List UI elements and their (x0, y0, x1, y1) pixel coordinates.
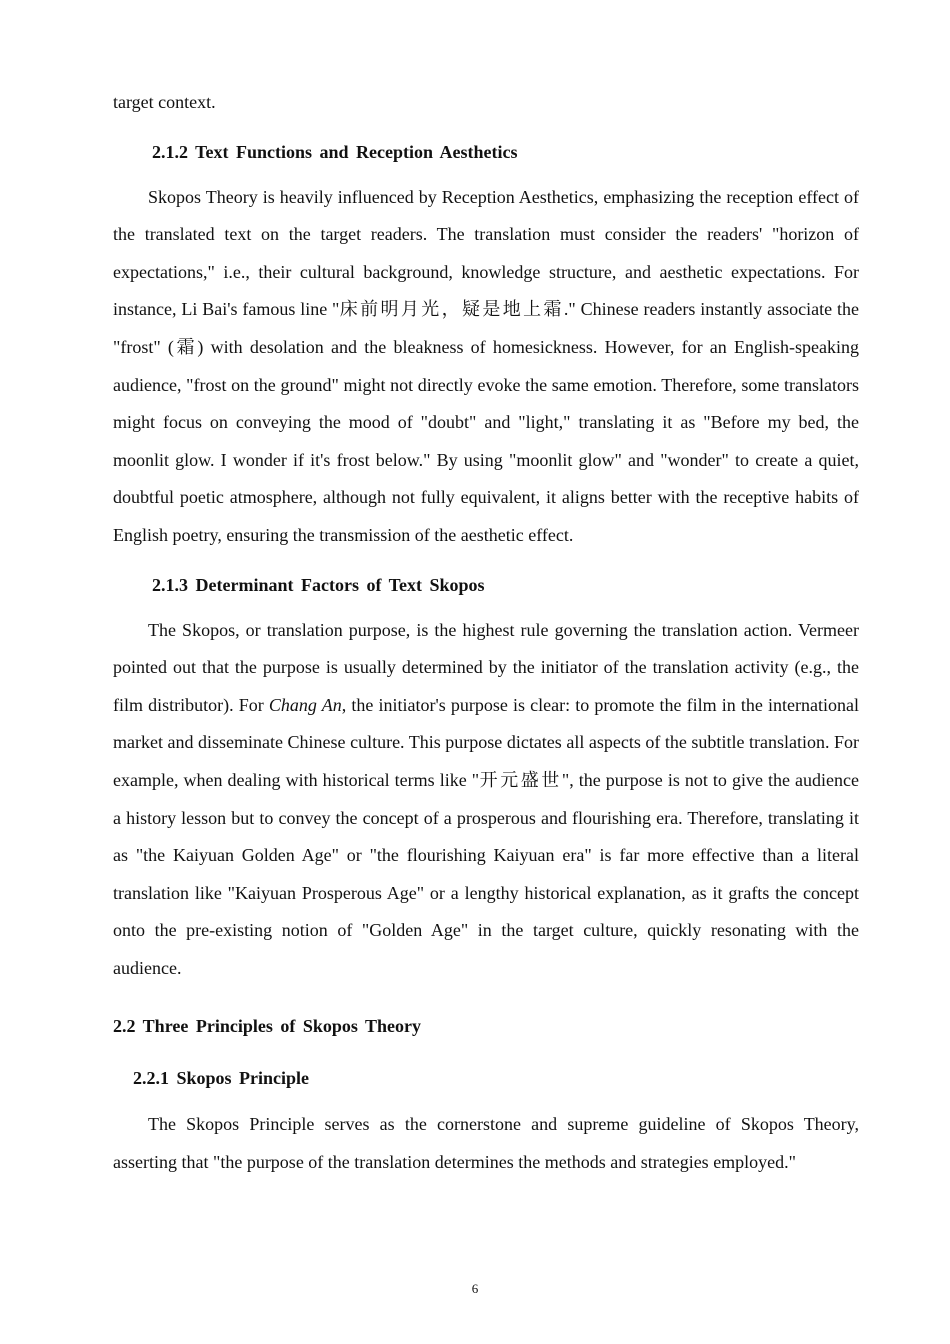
paragraph-text: Skopos Theory is heavily influenced by Reception Aesthetics, emphasizing the reception effect of the translated text on the target readers. The translation must consider the readers' "horizon of expectations," i.e., their cultural background, knowledge structure, and aesthetic expectations. For instance, Li Bai's famous line " (113, 186, 859, 320)
paragraph-2-2-1: The Skopos Principle serves as the cornerstone and supreme guideline of Skopos Theory, asserting that "the purpose of the translation determines the methods and strategies employed." (113, 1114, 859, 1173)
paragraph-text: ", the purpose is not to give the audience a history lesson but to convey the concept of a prosperous and flourishing era. Therefore, translating it as "the Kaiyuan Golden Age" or "the flourishing Kaiyuan era" is far more effective than a literal translation like "Kaiyuan Prosperous Age" or a lengthy historical explanation, as it grafts the concept onto the pre-existing notion of "Golden Age" in the target culture, quickly resonating with the audience. (113, 769, 860, 978)
paragraph-text: The Skopos, or translation purpose, is the highest rule governing the translation action. Vermeer pointed out that the purpose is usually determined by the initiator of the translation activity (e.g., the film distributor). For (113, 619, 859, 715)
chinese-term: 开元盛世 (479, 769, 562, 791)
film-title: Chang An (268, 694, 342, 715)
paragraph-text: ." Chinese readers instantly associate the "frost" ( (113, 299, 859, 357)
chinese-char-frost: 霜 (173, 336, 198, 358)
paragraph-text: , the initiator's purpose is clear: to promote the film in the international market and disseminate Chinese culture. This purpose dictates all aspects of the subtitle translation. For example, when dealing with historical terms like " (113, 694, 859, 790)
heading-2-1-2: 2.1.2 Text Functions and Reception Aesthetics (152, 141, 518, 162)
top-fragment: target context. (113, 92, 216, 112)
paragraph-2-1-2 (113, 179, 859, 555)
paragraph-text: ) with desolation and the bleakness of homesickness. However, for an English-speaking audience, "frost on the ground" might not directly evoke the same emotion. Therefore, some translators might focus on conveying the mood of "doubt" and "light," translating it as "Before my bed, the moonlit glow. I wonder if it's frost below." By using "moonlit glow" and "wonder" to create a quiet, doubtful poetic atmosphere, although not fully equivalent, it aligns better with the receptive habits of English poetry, ensuring the transmission of the aesthetic effect. (113, 336, 859, 545)
page-number: 6 (471, 1281, 479, 1296)
paragraph-2-1-3 (113, 612, 859, 988)
heading-2-2-1: 2.2.1 Skopos Principle (133, 1068, 310, 1089)
heading-2-2: 2.2 Three Principles of Skopos Theory (113, 1016, 422, 1037)
chinese-poem-line: 床前明月光，疑是地上霜 (339, 299, 564, 321)
page-content (113, 84, 859, 1182)
heading-2-1-3: 2.1.3 Determinant Factors of Text Skopos (152, 574, 485, 595)
